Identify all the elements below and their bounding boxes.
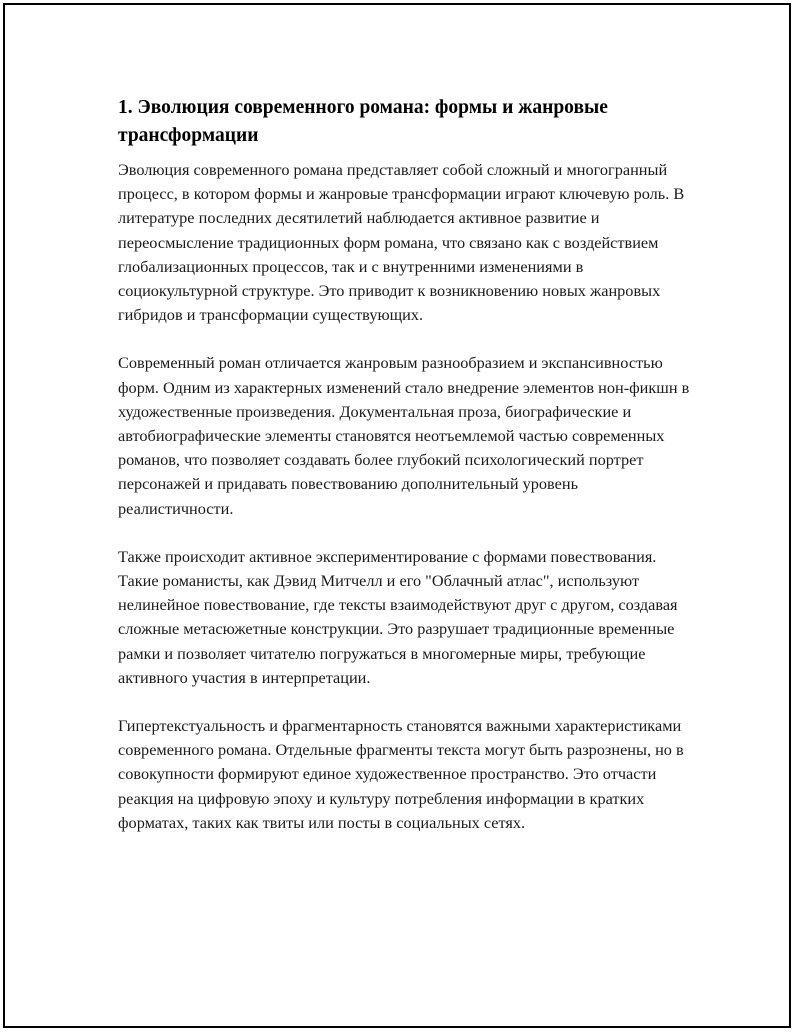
paragraph-hypertextuality: Гипертекстуальность и фрагментарность становятся важными характеристиками современного романа. Отдельные фрагменты текста могут быть разрознены, но в совокупности формируют единое художественное пространство. Это отчасти реакция на цифровую эпоху и культуру потребления информации в кратких форматах, таких как твиты или посты в социальных сетях. xyxy=(118,716,684,832)
section-heading: 1. Эволюция современного романа: формы и жанровые трансформации xyxy=(118,97,608,146)
paragraph-narrative-experiments: Также происходит активное экспериментирование с формами повествования. Такие романисты, как Дэвид Митчелл и его "Облачный атлас", используют нелинейное повествование, где тексты взаимодействуют друг с другом, создавая сложные метасюжетные конструкции. Это разрушает традиционные временные рамки и позволяет читателю погружаться в многомерные миры, требующие активного участия в интерпретации. xyxy=(118,546,678,687)
document-body xyxy=(118,94,690,859)
paragraph-nonfiction: Современный роман отличается жанровым разнообразием и экспансивностью форм. Одним из характерных изменений стало внедрение элементов нон-фикшн в художественные произведения. Документальная проза, биографические и автобиографические элементы становятся неотъемлемой частью современных романов, что позволяет создавать более глубокий психологический портрет персонажей и придавать повествованию дополнительный уровень реалистичности. xyxy=(118,353,690,518)
paragraph-intro: Эволюция современного романа представляет собой сложный и многогранный процесс, в котором формы и жанровые трансформации играют ключевую роль. В литературе последних десятилетий наблюдается активное развитие и переосмысление традиционных форм романа, что связано как с воздействием глобализационных процессов, так и с внутренними изменениями в социокультурной структуре. Это приводит к возникновению новых жанровых гибридов и трансформации существующих. xyxy=(118,160,685,325)
